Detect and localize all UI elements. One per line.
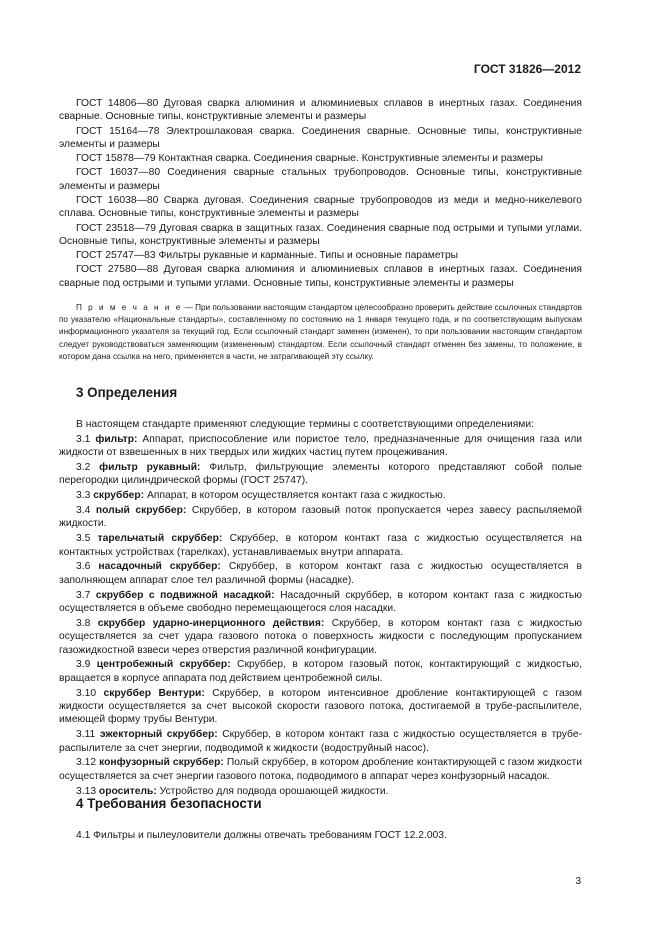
definition-term: ороситель:	[98, 785, 157, 797]
definition-text: Скруббер, в котором контакт газа с жидкостью осуществляется на контактных устройствах (тарелках), устанавливаемых внутри аппарата.	[59, 533, 582, 558]
definition-item	[59, 728, 582, 755]
definition-text: Скруббер, в котором контакт газа с жидкостью осуществляется в заполняющем аппарат слое тел различной формы (насадке).	[59, 561, 582, 586]
reference-item: ГОСТ 15878—79 Контактная сварка. Соединения сварные. Конструктивные элементы и размеры	[76, 153, 543, 165]
definition-text: Устройство для подвода орошающей жидкости.	[156, 785, 389, 797]
definition-item	[59, 433, 582, 460]
definition-number: 3.13	[76, 785, 97, 797]
reference-item: ГОСТ 25747—83 Фильтры рукавные и карманные. Типы и основные параметры	[76, 250, 459, 262]
section-4-body	[59, 829, 582, 842]
reference-item: ГОСТ 23518—79 Дуговая сварка в защитных газах. Соединения сварные под острыми и тупыми углами. Основные типы, конструктивные элементы и размеры	[59, 222, 582, 248]
definition-text: Скруббер, в котором контакт газа с жидкостью осуществляется за счет удара газового потока о поверхность жидкости с последующим пропусканием газожидкостной взвеси через отверстия различной конфигурации.	[59, 617, 583, 656]
definition-text: Фильтр, фильтрующие элементы которого представляют собой полые перегородки цилиндрической формы (ГОСТ 25747).	[59, 462, 582, 487]
definition-item	[59, 687, 582, 727]
definition-text: Скруббер, в котором контакт газа с жидкостью осуществляется в трубе-распылителе за счет энергии, подводимой к жидкости (водоструйный насос).	[59, 729, 582, 754]
requirement-paragraph: 4.1 Фильтры и пылеуловители должны отвечать требованиям ГОСТ 12.2.003.	[76, 830, 447, 841]
definition-number: 3.12	[76, 757, 97, 769]
definition-number: 3.1	[76, 433, 91, 445]
references-list	[59, 97, 582, 291]
reference-item: ГОСТ 16037—80 Соединения сварные стальных трубопроводов. Основные типы, конструктивные элементы и размеры	[59, 167, 582, 192]
page-number: 3	[575, 876, 581, 887]
definition-number: 3.5	[76, 533, 91, 545]
note-text: — При пользовании настоящим стандартом целесообразно проверить действие ссылочных стандартов по указателю «Национальные стандарты», составленному по состоянию на 1 января текущего года, и по соответствующим выпускам информационного указателя за текущий год. Если ссылочный стандарт заменен (изменен), то при пользовании настоящим стандартом следует руководствоваться заменяющим (измененным) стандартом. Если ссылочный стандарт отменен без замены, то положение, в котором дана ссылка на него, применяется в части, не затрагивающей эту ссылку.	[59, 303, 583, 361]
definition-text: Скруббер, в котором газовый поток, контактирующий с жидкостью, вращается в корпусе аппарата под действием центробежной силы.	[59, 659, 582, 684]
definition-text: Насадочный скруббер, в котором контакт газа с жидкостью осуществляется в объеме свободно перемещающегося слоя насадки.	[59, 589, 582, 615]
reference-item: ГОСТ 27580—88 Дуговая сварка алюминия и алюминиевых сплавов в инертных газах. Соединения сварные под острыми и тупыми углами. Основные типы, конструктивные элементы и размеры	[59, 264, 582, 289]
document-header: ГОСТ 31826—2012	[473, 62, 581, 76]
reference-item: ГОСТ 16038—80 Сварка дуговая. Соединения сварные трубопроводов из меди и медно-никелевого сплава. Основные типы, конструктивные элементы и размеры	[59, 195, 582, 220]
definition-item	[59, 504, 582, 531]
definition-item	[59, 589, 582, 616]
reference-item: ГОСТ 15164—78 Электрошлаковая сварка. Соединения сварные. Основные типы, конструктивные элементы и размеры	[59, 125, 582, 151]
definition-item	[59, 756, 582, 783]
definition-number: 3.6	[76, 561, 91, 573]
definition-number: 3.10	[76, 687, 97, 699]
definition-item	[59, 532, 582, 559]
definition-number: 3.8	[76, 617, 91, 629]
definition-number: 3.7	[76, 589, 91, 601]
definition-item	[59, 617, 582, 657]
definition-number: 3.4	[76, 505, 91, 516]
definition-term: центробежный скруббер:	[96, 659, 231, 671]
definition-term: скруббер Вентури:	[103, 687, 205, 699]
definition-item	[59, 489, 582, 502]
definition-number: 3.2	[76, 462, 91, 473]
definition-term: насадочный скруббер:	[98, 561, 221, 573]
note-paragraph	[59, 302, 582, 363]
definition-text: Скруббер, в котором интенсивное дробление контактирующей с газом жидкости осуществляется за счет высокой скорости газового потока, достигаемой в трубе-распылителе, имеющей форму трубы Вентури.	[59, 687, 582, 726]
definition-term: скруббер ударно-инерционного действия:	[97, 617, 325, 629]
definition-number: 3.11	[76, 729, 96, 741]
definition-term: полый скруббер:	[95, 505, 187, 516]
definition-term: скруббер:	[93, 490, 145, 502]
definition-term: скруббер с подвижной насадкой:	[95, 589, 275, 601]
definition-text: Аппарат, в котором осуществляется контакт газа с жидкостью.	[144, 490, 446, 502]
definition-item	[59, 658, 582, 685]
definition-term: эжекторный скруббер:	[99, 729, 218, 741]
definition-number: 3.9	[76, 659, 91, 671]
definition-term: фильтр рукавный:	[99, 462, 201, 473]
definition-term: фильтр:	[95, 433, 138, 445]
definition-item	[59, 461, 582, 488]
note-label: П р и м е ч а н и е	[76, 303, 183, 312]
section-4-title: 4 Требования безопасности	[76, 796, 262, 811]
definition-number: 3.3	[76, 490, 91, 502]
definitions-intro: В настоящем стандарте применяют следующие термины с соответствующими определениями:	[76, 419, 534, 430]
section-3-title: 3 Определения	[76, 385, 178, 400]
definition-text: Аппарат, приспособление или пористое тело, предназначенные для очищения газа или жидкости от взвешенных в них твердых или жидких частиц путем процеживания.	[59, 433, 582, 459]
definition-term: конфузорный скруббер:	[99, 757, 224, 769]
definition-text: Скруббер, в котором газовый поток пропускается через завесу распыляемой жидкости.	[59, 505, 582, 530]
definition-item	[59, 560, 582, 587]
reference-item: ГОСТ 14806—80 Дуговая сварка алюминия и алюминиевых сплавов в инертных газах. Соединения сварные. Основные типы, конструктивные элементы и размеры	[59, 98, 582, 123]
definition-text: Полый скруббер, в котором дробление контактирующей с газом жидкости осуществляется за счет энергии газового потока, подводимого в аппарат через конфузорный насадок.	[59, 757, 582, 782]
definitions-list	[59, 418, 582, 799]
definition-term: тарельчатый скруббер:	[97, 533, 223, 545]
